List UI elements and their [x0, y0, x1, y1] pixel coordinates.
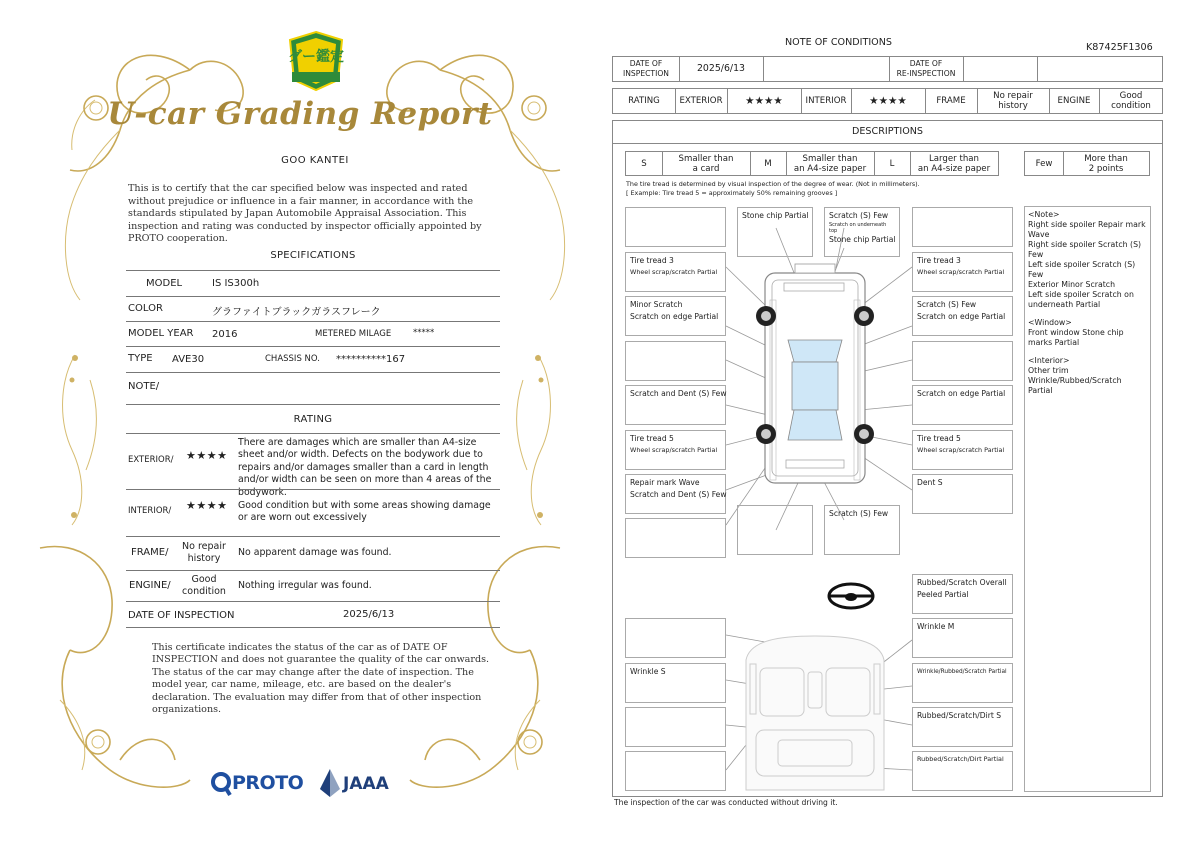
notes-panel — [1024, 206, 1151, 792]
reinspection-line-2: RE-INSPECTION — [896, 69, 956, 78]
date-of-inspection-label: DATE OF INSPECTION — [128, 610, 235, 621]
legend-l: L — [889, 158, 895, 169]
annotation-box-front-right — [824, 207, 900, 257]
divider — [126, 433, 500, 434]
model-year-value: 2016 — [212, 329, 238, 340]
model-value: IS IS300h — [212, 278, 260, 289]
annotation-subtext: Wheel scrap/scratch Partial — [630, 268, 718, 276]
legend-m-line-1: Smaller than — [802, 153, 858, 164]
annotation-text: Rubbed/Scratch Overall — [917, 578, 1007, 587]
type-value: AVE30 — [172, 354, 205, 365]
divider — [126, 404, 500, 405]
annotation-text: Tire tread 3 — [630, 256, 674, 265]
annotation-subtext: Wheel scrap/scratch Partial — [917, 268, 1005, 276]
annotation-box-left-rear — [625, 474, 726, 514]
interior-label: INTERIOR — [805, 96, 847, 106]
color-label: COLOR — [128, 303, 163, 314]
divider — [126, 372, 500, 373]
proto-brand: PROTO — [232, 772, 304, 794]
annotation-box-right-front — [912, 296, 1013, 336]
frame-value-line-2: history — [187, 553, 221, 564]
annotation-box-front-seat-left — [625, 663, 726, 703]
annotation-box-empty — [625, 751, 726, 791]
engine-label: ENGINE — [1057, 96, 1091, 106]
annotation-text: Wrinkle M — [917, 622, 955, 631]
divider — [126, 346, 500, 347]
annotation-box-empty — [625, 518, 726, 558]
engine-label: ENGINE/ — [129, 580, 171, 591]
interior-stars: ★★★★ — [186, 499, 228, 512]
annotation-text: Dent S — [917, 478, 943, 487]
interior-label: INTERIOR/ — [128, 506, 172, 516]
specifications-heading: SPECIFICATIONS — [270, 250, 356, 261]
noc-reference: K87425F1306 — [1086, 42, 1153, 53]
annotation-subtext: Scratch on underneath — [829, 222, 887, 228]
color-value: グラファイトブラックガラスフレーク — [212, 307, 381, 318]
annotation-box-tire-rear-right — [912, 430, 1013, 470]
annotation-box-left-front — [625, 296, 726, 336]
model-label: MODEL — [146, 278, 183, 289]
annotation-text: Scratch and Dent (S) Few — [630, 490, 727, 499]
note-item: Left side spoiler Scratch on underneath Partial — [1028, 290, 1134, 309]
jaaa-logo-icon — [320, 769, 340, 797]
type-label: TYPE — [128, 353, 153, 364]
annotation-box-front-seat-right — [912, 663, 1013, 703]
legend-l-line-1: Larger than — [929, 153, 979, 164]
frame-value-line-1: No repair — [993, 91, 1033, 101]
date-of-inspection-value: 2025/6/13 — [343, 609, 395, 620]
annotation-text: Scratch on edge Partial — [917, 389, 1006, 398]
certificate-subtitle: GOO KANTEI — [281, 155, 349, 166]
exterior-label: EXTERIOR/ — [128, 455, 174, 465]
annotation-box-empty — [625, 341, 726, 381]
legend-s: S — [641, 158, 647, 169]
engine-description: Nothing irregular was found. — [238, 580, 372, 591]
annotation-text: Scratch (S) Few — [829, 211, 889, 220]
window-heading: <Window> — [1028, 318, 1072, 327]
annotation-box-empty — [625, 618, 726, 658]
divider — [126, 270, 500, 271]
annotation-subtext: Wheel scrap/scratch Partial — [630, 446, 718, 454]
annotation-text: Stone chip Partial — [742, 211, 809, 220]
exterior-stars: ★★★★ — [745, 95, 783, 107]
annotation-box-empty — [625, 707, 726, 747]
note-item: Wrinkle/Rubbed/Scratch Partial — [1028, 376, 1122, 395]
interior-stars: ★★★★ — [869, 95, 907, 107]
interior-description: Good condition but with some areas showing damage or are worn out excessively — [238, 500, 491, 524]
annotation-text: Tire tread 3 — [917, 256, 961, 265]
annotation-text: Minor Scratch — [630, 300, 683, 309]
goo-kantei-logo — [286, 30, 346, 92]
legend-few: Few — [1035, 158, 1053, 169]
rating-heading: RATING — [293, 414, 333, 425]
reinspection-line-1: DATE OF — [909, 59, 943, 68]
legend-s-line-2: a card — [692, 163, 720, 174]
annotation-text: Scratch and Dent (S) Few — [630, 389, 727, 398]
note-item: Other trim — [1028, 366, 1069, 375]
annotation-text: Scratch (S) Few — [829, 509, 889, 518]
certificate-title: U-car Grading Report — [107, 96, 493, 132]
annotation-box-tire-front-right — [912, 252, 1013, 292]
interior-heading: <Interior> — [1028, 356, 1070, 365]
annotation-subtext: top — [829, 228, 838, 234]
divider — [126, 570, 500, 571]
legend-few-line-2: 2 points — [1088, 163, 1124, 174]
legend-l-line-2: an A4-size paper — [917, 163, 991, 174]
model-year-label: MODEL YEAR — [128, 328, 194, 339]
annotation-text: Peeled Partial — [917, 590, 969, 599]
annotation-text: Tire tread 5 — [917, 434, 961, 443]
annotation-box-empty — [912, 207, 1013, 247]
jaaa-brand: JAAA — [343, 774, 389, 794]
note-item: Right side spoiler Repair mark Wave — [1028, 220, 1146, 239]
date-label-line-1: DATE OF — [629, 59, 663, 68]
divider — [126, 489, 500, 490]
divider — [126, 536, 500, 537]
annotation-box-empty — [912, 341, 1013, 381]
annotation-box-rear — [824, 505, 900, 555]
annotation-text: Rubbed/Scratch/Dirt S — [917, 711, 1002, 720]
date-of-inspection-value: 2025/6/13 — [696, 63, 746, 74]
frame-value — [180, 541, 228, 565]
annotation-text: Rubbed/Scratch/Dirt Partial — [917, 755, 1004, 763]
descriptions-heading: DESCRIPTIONS — [851, 126, 924, 137]
note-label: NOTE/ — [128, 381, 160, 392]
annotation-box-tire-front-left — [625, 252, 726, 292]
proto-logo-icon — [210, 771, 232, 797]
logo-text: グー鑑定 — [288, 49, 344, 65]
footer-note: The inspection of the car was conducted without driving it. — [614, 798, 838, 807]
engine-value-line-2: condition — [1111, 101, 1151, 111]
note-heading: <Note> — [1028, 210, 1060, 219]
legend-few-line-1: More than — [1084, 153, 1128, 164]
annotation-box-right-rear — [912, 474, 1013, 514]
annotation-text: Scratch on edge Partial — [917, 312, 1006, 321]
exterior-stars: ★★★★ — [186, 449, 228, 462]
legend-s-line-1: Smaller than — [678, 153, 734, 164]
metered-mileage-value: ***** — [413, 328, 435, 338]
annotation-box-empty — [737, 505, 813, 555]
exterior-description: There are damages which are smaller than A4-size sheet and/or width. Defects on the bodywork due to repairs and/or damages smaller than a card in length and/or width can be seen on more than 4 areas of the bodywork. — [238, 437, 492, 498]
metered-mileage-label: METERED MILAGE — [315, 329, 392, 339]
engine-value-line-1: Good — [1119, 91, 1143, 101]
divider — [126, 601, 500, 602]
legend-m: M — [764, 158, 772, 169]
note-item: Left side spoiler Scratch (S) Few — [1028, 260, 1136, 279]
divider — [126, 627, 500, 628]
car-top-view — [756, 264, 874, 483]
divider — [126, 321, 500, 322]
annotation-box-front-left — [737, 207, 813, 257]
frame-value-line-2: history — [998, 101, 1028, 111]
annotation-text: Tire tread 5 — [630, 434, 674, 443]
engine-value — [180, 574, 228, 598]
tread-note-line-2: [ Example: Tire tread 5 = approximately 50% remaining grooves ] — [626, 189, 838, 197]
annotation-box-dashboard — [912, 618, 1013, 658]
annotation-text: Wrinkle S — [630, 667, 666, 676]
note-item: Front window Stone chip marks Partial — [1028, 328, 1124, 347]
divider — [126, 296, 500, 297]
chassis-value: **********167 — [336, 354, 406, 365]
car-interior-view — [746, 636, 884, 790]
annotation-box-door-trim — [912, 707, 1013, 747]
rating-label: RATING — [628, 96, 660, 106]
note-item: Exterior Minor Scratch — [1028, 280, 1116, 289]
annotation-box-steering — [912, 574, 1013, 614]
annotation-box-left-side — [625, 385, 726, 425]
legend-m-line-2: an A4-size paper — [793, 163, 867, 174]
annotation-box-empty — [625, 207, 726, 247]
footer-logos — [210, 768, 410, 802]
frame-label: FRAME — [936, 96, 966, 106]
chassis-label: CHASSIS NO. — [265, 354, 320, 364]
annotation-text: Stone chip Partial — [829, 235, 896, 244]
date-label-line-2: INSPECTION — [623, 69, 669, 78]
annotation-box-right-side — [912, 385, 1013, 425]
exterior-label: EXTERIOR — [679, 96, 723, 106]
annotation-text: Scratch on edge Partial — [630, 312, 719, 321]
annotation-box-tire-rear-left — [625, 430, 726, 470]
steering-wheel-icon — [829, 584, 873, 608]
noc-title: NOTE OF CONDITIONS — [785, 37, 892, 48]
engine-value-line-1: Good — [191, 574, 217, 585]
frame-label: FRAME/ — [131, 547, 169, 558]
annotation-box-rear-seat — [912, 751, 1013, 791]
tread-note-line-1: The tire tread is determined by visual inspection of the degree of wear. (Not in millimeters). — [626, 180, 920, 188]
annotation-text: Scratch (S) Few — [917, 300, 977, 309]
certificate-notice: This certificate indicates the status of the car as of DATE OF INSPECTION and does not guarantee the quality of the car onwards. The status of the car may change after the date of inspection. The model year, car name, mileage, etc. are based on the dealer's declaration. The evaluation may differ from that of other inspection organizations. — [152, 642, 490, 716]
frame-value-line-1: No repair — [182, 541, 226, 552]
certificate-intro: This is to certify that the car specified below was inspected and rated without prejudice or influence in a fair manner, in accordance with the standards stipulated by Japan Automobile Appraisal Association. This inspection and rating was conducted by inspector officially appointed by PROTO cooperation. — [128, 183, 482, 244]
note-item: Right side spoiler Scratch (S) Few — [1028, 240, 1142, 259]
frame-description: No apparent damage was found. — [238, 547, 392, 558]
annotation-subtext: Wheel scrap/scratch Partial — [917, 446, 1005, 454]
annotation-text: Wrinkle/Rubbed/Scratch Partial — [917, 669, 1007, 675]
engine-value-line-2: condition — [182, 586, 226, 597]
annotation-text: Repair mark Wave — [630, 478, 700, 487]
note-of-conditions — [600, 0, 1200, 848]
